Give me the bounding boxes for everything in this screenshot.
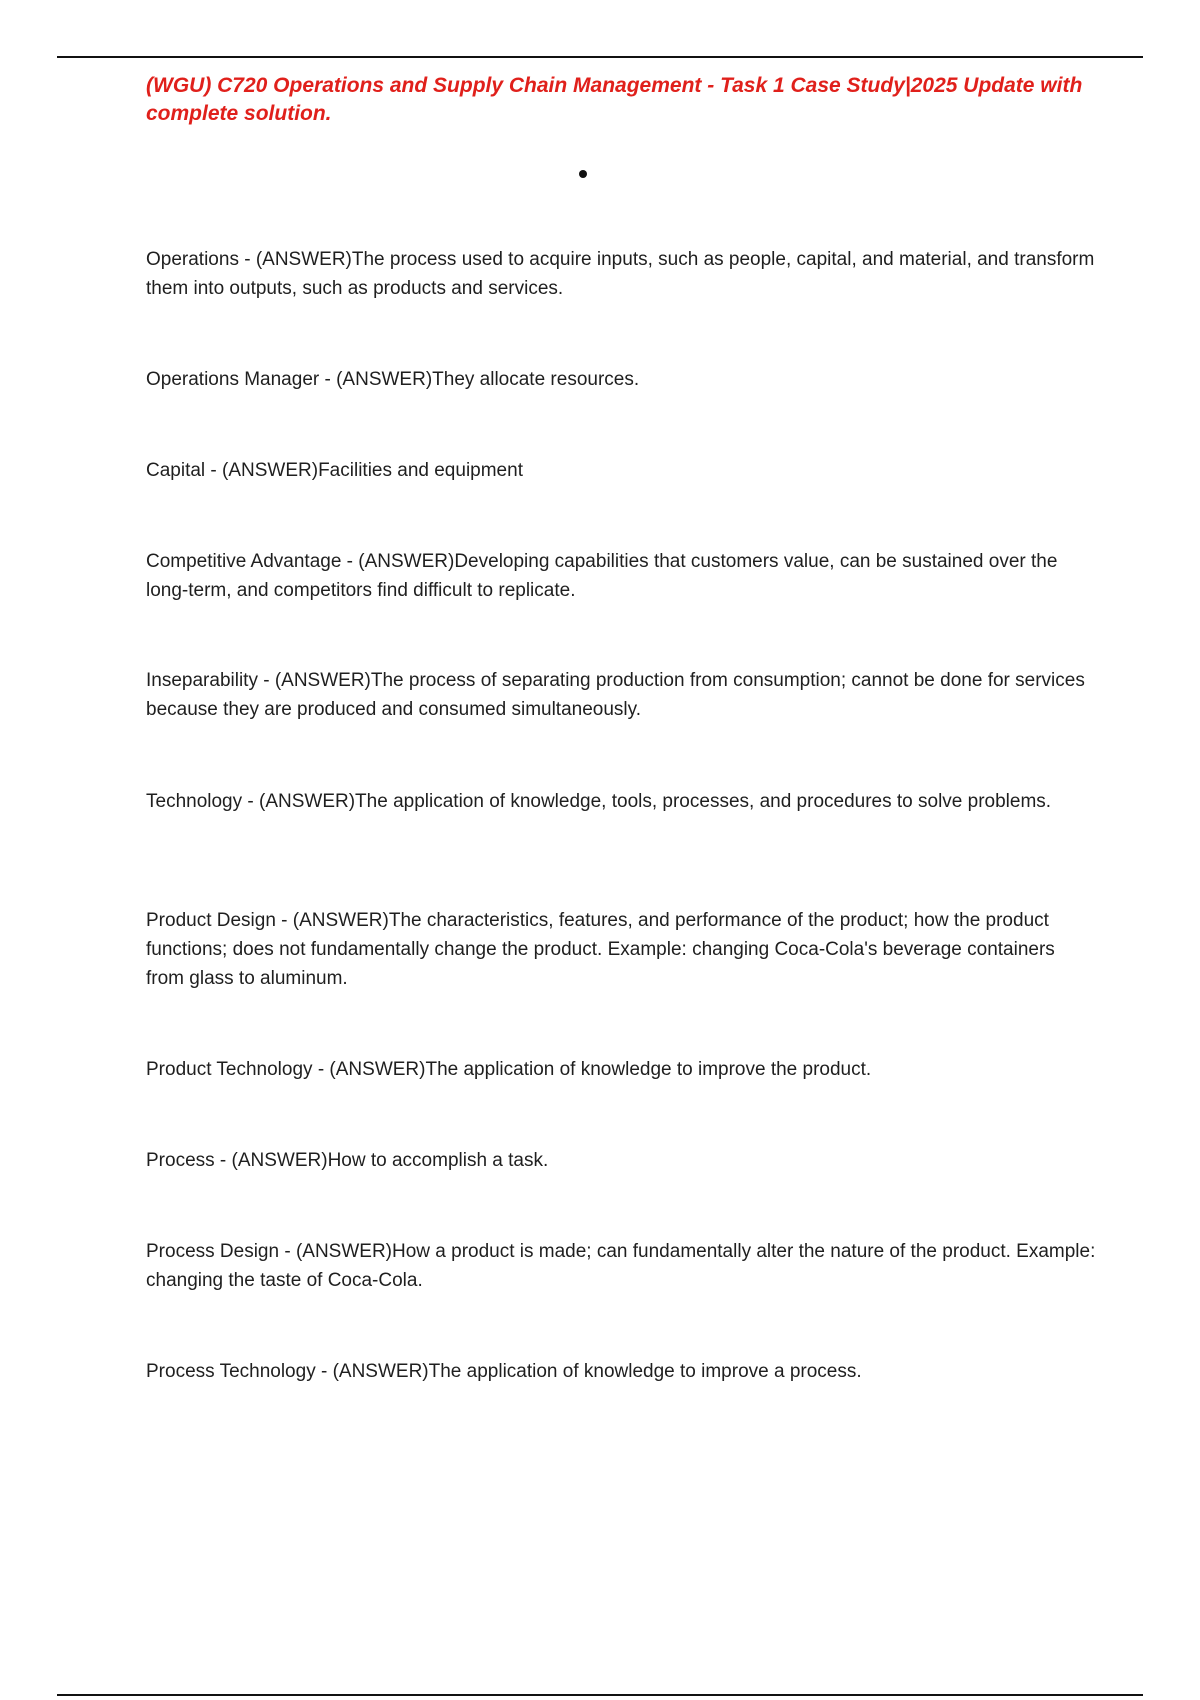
entry-technology: Technology - (ANSWER)The application of knowledge, tools, processes, and procedures to solve problems. xyxy=(146,791,1052,812)
top-rule xyxy=(57,56,1143,58)
bullet-icon xyxy=(579,170,587,178)
entry-process-technology: Process Technology - (ANSWER)The application of knowledge to improve a process. xyxy=(146,1361,862,1382)
entry-process-design: Process Design - (ANSWER)How a product is made; can fundamentally alter the nature of the product. Example: changing the taste of Coca-Cola. xyxy=(146,1241,1096,1291)
entry-process: Process - (ANSWER)How to accomplish a task. xyxy=(146,1150,549,1171)
document-title: (WGU) C720 Operations and Supply Chain Management - Task 1 Case Study|2025 Update with complete solution. xyxy=(146,74,1083,125)
entry-competitive-advantage: Competitive Advantage - (ANSWER)Developing capabilities that customers value, can be sustained over the long-term, and competitors find difficult to replicate. xyxy=(146,551,1058,601)
entry-product-design: Product Design - (ANSWER)The characteristics, features, and performance of the product; how the product functions; does not fundamentally change the product. Example: changing Coca-Cola's beverage containers from glass to aluminum. xyxy=(146,910,1055,989)
entry-operations-manager: Operations Manager - (ANSWER)They allocate resources. xyxy=(146,369,640,390)
entry-product-technology: Product Technology - (ANSWER)The application of knowledge to improve the product. xyxy=(146,1059,872,1080)
entry-inseparability: Inseparability - (ANSWER)The process of separating production from consumption; cannot be done for services because they are produced and consumed simultaneously. xyxy=(146,670,1085,720)
bottom-rule xyxy=(57,1694,1143,1696)
entry-capital: Capital - (ANSWER)Facilities and equipment xyxy=(146,460,523,481)
entry-operations: Operations - (ANSWER)The process used to acquire inputs, such as people, capital, and material, and transform them into outputs, such as products and services. xyxy=(146,249,1095,299)
